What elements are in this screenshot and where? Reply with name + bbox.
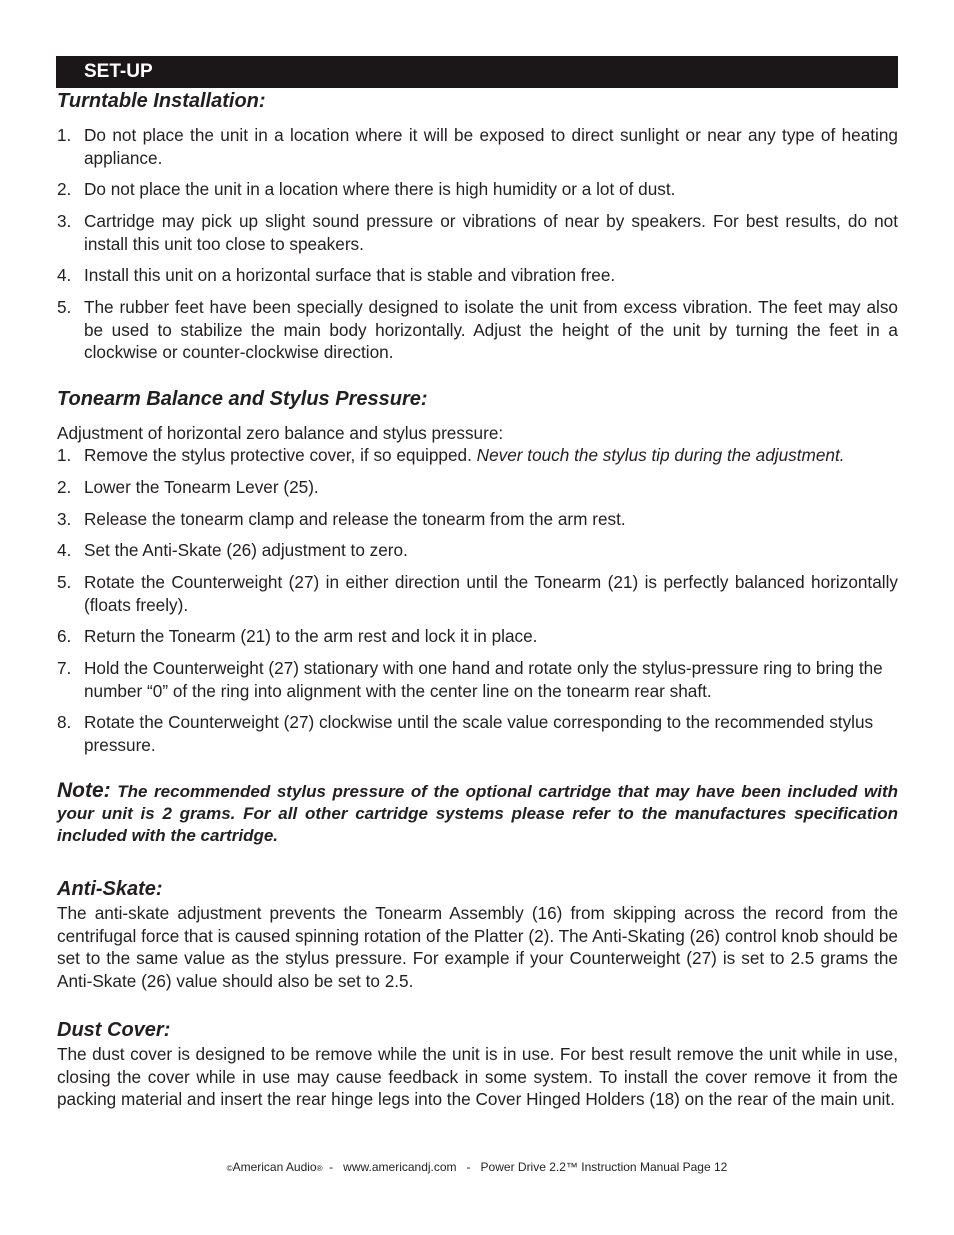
antiskate-paragraph: The anti-skate adjustment prevents the Tonearm Assembly (16) from skipping across the record from the centrifugal force that is caused spinning rotation of the Platter (2). The Anti-Skating (26) control knob should be set to the same value as the stylus pressure. For example if your Counterweight (27) is set to 2.5 grams the Anti-Skate (26) value should also be set to 2.5. [57,903,898,991]
list-item: 1. Remove the stylus protective cover, if so equipped. Never touch the stylus tip during the adjustment. [57,445,845,465]
list-item: 2. Do not place the unit in a location where there is high humidity or a lot of dust. [57,179,676,199]
list-item: 4. Install this unit on a horizontal surface that is stable and vibration free. [57,265,616,285]
dustcover-heading: Dust Cover: [57,1019,171,1041]
list-item: 3. Release the tonearm clamp and release the tonearm from the arm rest. [57,509,626,529]
tonearm-intro: Adjustment of horizontal zero balance and stylus pressure: [57,423,504,443]
list-item: 6. Return the Tonearm (21) to the arm rest and lock it in place. [57,626,538,646]
list-item: 2. Lower the Tonearm Lever (25). [57,477,319,497]
page-footer: ©American Audio® - www.americandj.com - Power Drive 2.2™ Instruction Manual Page 12 [226,1160,728,1174]
note-paragraph [57,780,898,847]
list-item: 1. Do not place the unit in a location where it will be exposed to direct sunlight or near any type of heating appliance. [57,125,898,168]
footer-brand: American Audio [232,1160,317,1174]
list-item: 8. Rotate the Counterweight (27) clockwise until the scale value corresponding to the recommended stylus pressure. [57,712,874,755]
dustcover-paragraph: The dust cover is designed to be remove while the unit is in use. For best result remove the unit while in use, closing the cover while in use may cause feedback in some system. To install the cover remove it from the packing material and insert the rear hinge legs into the Cover Hinged Holders (18) on the rear of the main unit. [57,1044,898,1109]
list-item: 3. Cartridge may pick up slight sound pressure or vibrations of near by speakers. For best results, do not install this unit too close to speakers. [57,211,898,254]
turntable-heading: Turntable Installation: [57,90,266,112]
section-title: SET-UP [84,61,153,82]
note-text: The recommended stylus pressure of the optional cartridge that may have been included with your unit is 2 grams. For all other cartridge systems please refer to the manufactures specification included with the cartridge. [57,782,898,845]
list-item: 7. Hold the Counterweight (27) stationary with one hand and rotate only the stylus-pressure ring to bring the number “0” of the ring into alignment with the center line on the tonearm rear shaft. [57,658,883,701]
footer-text: - www.americandj.com - Power Drive 2.2™ Instruction Manual Page 12 [322,1160,728,1174]
list-item: 5. Rotate the Counterweight (27) in either direction until the Tonearm (21) is perfectly balanced horizontally (floats freely). [57,572,898,615]
note-label: Note: [57,779,111,802]
section-header-bar [56,56,898,88]
list-item: 4. Set the Anti-Skate (26) adjustment to zero. [57,540,408,560]
tonearm-heading: Tonearm Balance and Stylus Pressure: [57,388,428,410]
list-item: 5. The rubber feet have been specially designed to isolate the unit from excess vibration. The feet may also be used to stabilize the main body horizontally. Adjust the height of the unit by turning the feet in a clockwise or counter-clockwise direction. [57,297,898,362]
warning-text: Never touch the stylus tip during the adjustment. [476,445,845,465]
antiskate-heading: Anti-Skate: [57,878,163,900]
